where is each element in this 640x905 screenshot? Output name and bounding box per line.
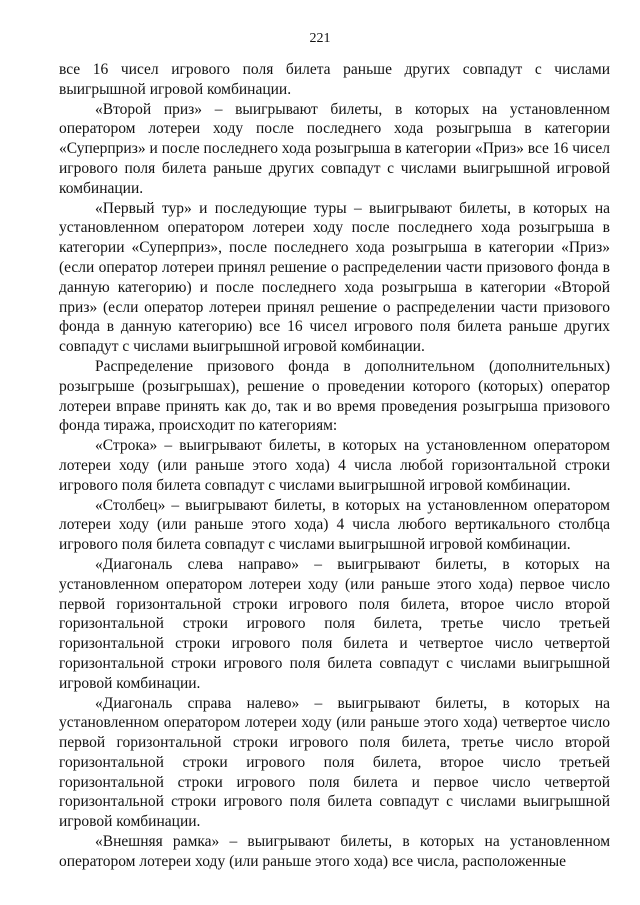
paragraph-first-round: «Первый тур» и последующие туры – выигрывают билеты, в которых на установленном оператором лотереи ходу после последнего хода розыгрыша в категории «Суперприз», после последнего хода розыгрыша в категории «Приз» (если оператор лотереи принял решение о распределении части призового фонда в данную категорию) и после последнего хода розыгрыша в категории «Второй приз» (если оператор лотереи принял решение о распределении части призового фонда в данную категорию) все 16 чисел игрового поля билета раньше других совпадут с числами выигрышной игровой комбинации.	[59, 199, 610, 356]
paragraph-distribution: Распределение призового фонда в дополнительном (дополнительных) розыгрыше (розыгрышах), решение о проведении которого (которых) оператор лотереи вправе принять как до, так и во время проведения розыгрыша призового фонда тиража, происходит по категориям:	[59, 357, 610, 435]
paragraph-continuation: все 16 чисел игрового поля билета раньше других совпадут с числами выигрышной игровой комбинации.	[59, 61, 610, 98]
paragraph-diagonal-left-right: «Диагональ слева направо» – выигрывают билеты, в которых на установленном оператором лотереи ходу (или раньше этого хода) первое число первой горизонтальной строки игрового поля билета, второе число второй горизонтальной строки игрового поля билета, третье число третьей горизонтальной строки игрового поля билета и четвертое число четвертой горизонтальной строки игрового поля билета совпадут с числами выигрышной игровой комбинации.	[59, 555, 610, 692]
paragraph-second-prize: «Второй приз» – выигрывают билеты, в которых на установленном оператором лотереи ходу после последнего хода розыгрыша в категории «Суперприз» и после последнего хода розыгрыша в категории «Приз» все 16 чисел игрового поля билета раньше других совпадут с числами выигрышной игровой комбинации.	[59, 100, 610, 197]
body-text	[59, 60, 610, 872]
paragraph-column: «Столбец» – выигрывают билеты, в которых на установленном оператором лотереи ходу (или раньше этого хода) 4 числа любого вертикального столбца игрового поля билета совпадут с числами выигрышной игровой комбинации.	[59, 496, 610, 554]
paragraph-row: «Строка» – выигрывают билеты, в которых на установленном оператором лотереи ходу (или раньше этого хода) 4 числа любой горизонтальной строки игрового поля билета совпадут с числами выигрышной игровой комбинации.	[59, 437, 610, 494]
paragraph-diagonal-right-left: «Диагональ справа налево» – выигрывают билеты, в которых на установленном оператором лотереи ходу (или раньше этого хода) четвертое число первой горизонтальной строки игрового поля билета, третье число второй горизонтальной строки игрового поля билета, второе число третьей горизонтальной строки игрового поля билета и первое число четвертой горизонтальной строки игрового поля билета совпадут с числами выигрышной игровой комбинации.	[59, 694, 610, 831]
page-number: 221	[309, 31, 331, 46]
paragraph-outer-frame: «Внешняя рамка» – выигрывают билеты, в которых на установленном оператором лотереи ходу (или раньше этого хода) все числа, расположенные	[59, 833, 610, 870]
